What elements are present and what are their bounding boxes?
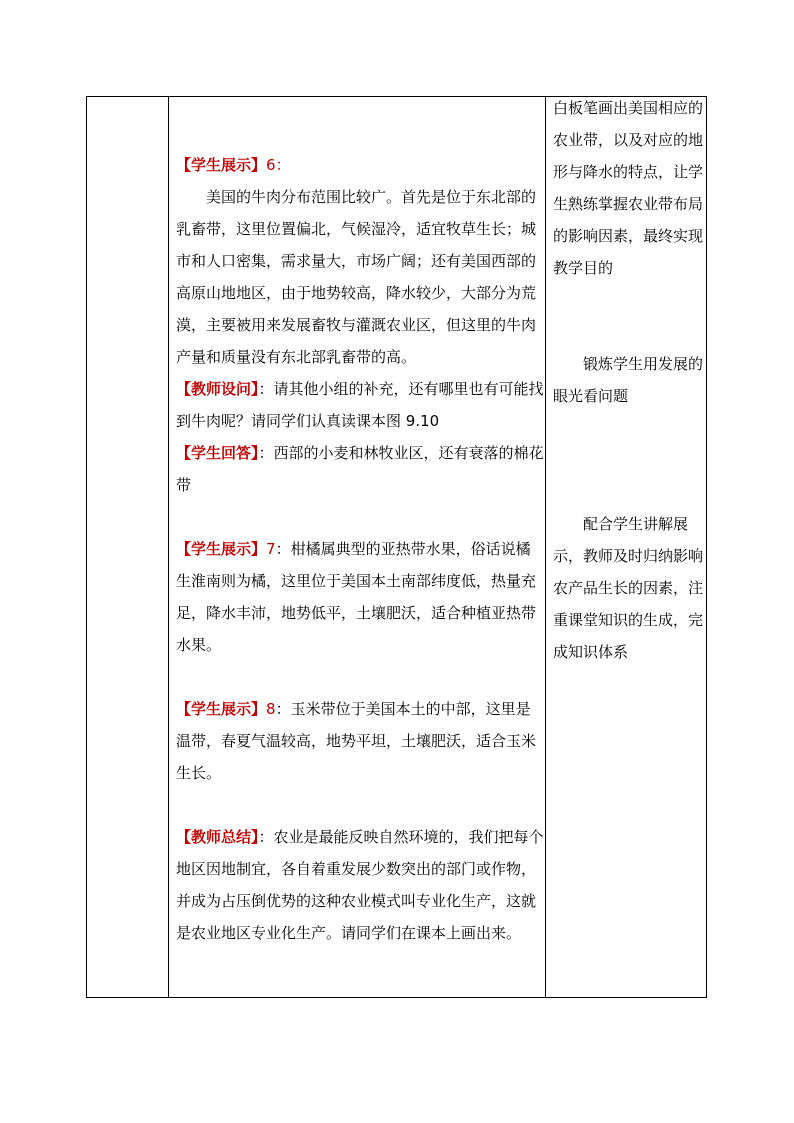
student-display-6: 【学生展示】6：: [176, 156, 291, 174]
intent-1: 白板笔画出美国相应的农业带，以及对应的地形与降水的特点，让学生熟练掌握农业带布局的影响因素，最终实现教学目的: [553, 99, 704, 277]
teaching-process-cell: [176, 149, 544, 949]
student-answer: 【学生回答】：西部的小麦和林牧业区，还有衰落的棉花带: [176, 444, 544, 494]
teacher-question: 【教师设问】：请其他小组的补充，还有哪里也有可能找到牛肉呢？请同学们认真读课本图 9.10: [176, 380, 544, 430]
design-intent-cell: [553, 92, 703, 668]
intent-3: 配合学生讲解展示，教师及时归纳影响农产品生长的因素，注重课堂知识的生成，完成知识体系: [553, 515, 704, 661]
lesson-plan-table: [86, 96, 707, 998]
student-display-8: 【学生展示】8：玉米带位于美国本土的中部，这里是温带，春夏气温较高，地势平坦，土壤肥沃，适合玉米生长。: [176, 700, 537, 782]
student-display-6-text: 美国的牛肉分布范围比较广。首先是位于东北部的乳畜带，这里位置偏北，气候湿冷，适宜牧草生长；城市和人口密集，需求量大，市场广阔；还有美国西部的高原山地地区，由于地势较高，降水较少，大部分为荒漠，主要被用来发展畜牧与灌溉农业区，但这里的牛肉产量和质量没有东北部乳畜带的高。: [176, 188, 537, 366]
teacher-summary: 【教师总结】：农业是最能反映自然环境的，我们把每个地区因地制宜，各自着重发展少数突出的部门或作物，并成为占压倒优势的这种农业模式叫专业化生产，这就是农业地区专业化生产。请同学们在课本上画出来。: [176, 828, 544, 942]
column-divider-2: [545, 97, 546, 997]
column-divider-1: [168, 97, 169, 997]
student-display-7: 【学生展示】7：柑橘属典型的亚热带水果，俗话说橘生淮南则为橘，这里位于美国本土南部纬度低，热量充足，降水丰沛，地势低平，土壤肥沃，适合种植亚热带水果。: [176, 540, 537, 654]
intent-2: 锻炼学生用发展的眼光看问题: [553, 355, 704, 405]
